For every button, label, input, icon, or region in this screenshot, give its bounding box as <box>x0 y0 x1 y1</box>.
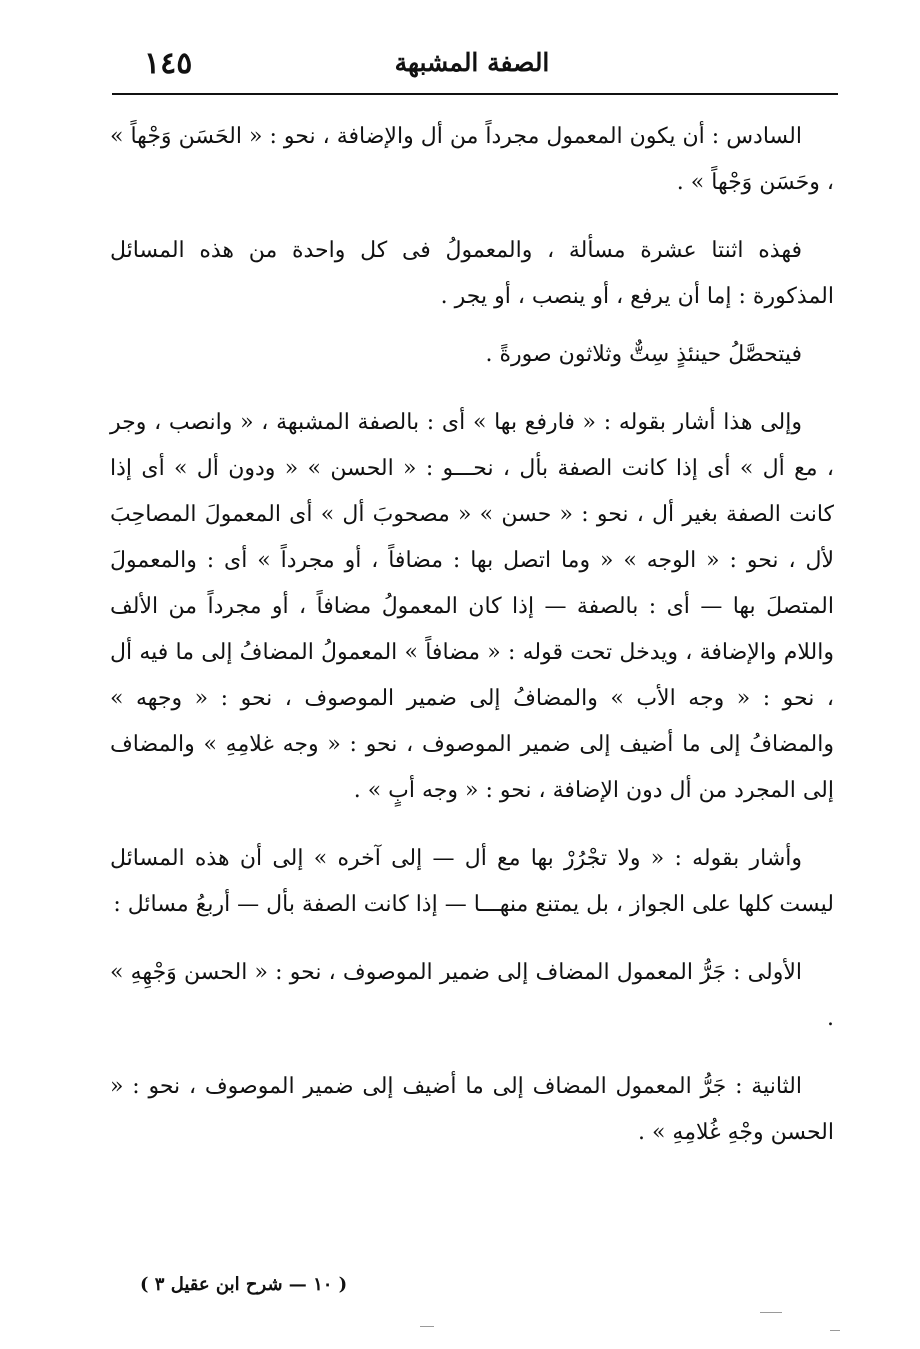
paragraph-second-issue: الثانية : جَرُّ المعمول المضاف إلى ما أضيف إلى ضمير الموصوف ، نحو : « الحسن وجْهِ غُلامِهِ » . <box>110 1074 834 1145</box>
header-rule <box>112 93 838 95</box>
paragraph-explanation: وإلى هذا أشار بقوله : « فارفع بها » أى : بالصفة المشبهة ، « وانصب ، وجر ، مع أل » أى إذا كانت الصفة بأل ، نحـــو : « الحسن » « ودون أل » أى إذا كانت الصفة بغير أل ، نحو : « حسن » « مصحوبَ أل » أى المعمولَ المصاحِبَ لأل ، نحو : « الوجه » « وما اتصل بها : مضافاً ، أو مجرداً » أى : والمعمولَ المتصلَ بها — أى : بالصفة — إذا كان المعمولُ مضافاً ، أو مجرداً من الألف واللام والإضافة ، ويدخل تحت قوله : « مضافاً » المعمولُ المضافُ إلى ما فيه أل ، نحو : « وجه الأب » والمضافُ إلى ضمير الموصوف ، نحو : « وجهه » والمضافُ إلى ما أضيف إلى ضمير الموصوف ، نحو : « وجه غلامِهِ » والمضاف إلى المجرد من أل دون الإضافة ، نحو : « وجه أبٍ » . <box>110 410 834 803</box>
printer-signature: ( ١٠ — شرح ابن عقيل ٣ ) <box>140 1274 348 1295</box>
scan-artifact <box>760 1312 782 1313</box>
running-title: الصفة المشبهة <box>394 48 550 77</box>
paragraph-restriction: وأشار بقوله : « ولا تجْرُرْ بها مع أل — إلى آخره » إلى أن هذه المسائل ليست كلها على الجواز ، بل يمتنع منهـــا — إذا كانت الصفة بأل — أربعُ مسائل : <box>110 846 834 917</box>
paragraph-sixth-case: السادس : أن يكون المعمول مجرداً من أل والإضافة ، نحو : « الحَسَن وَجْهاً » ، وحَسَن وَجْهاً » . <box>110 124 834 195</box>
body-text <box>110 114 834 1178</box>
paragraph-thirty-six-forms: فيتحصَّلُ حينئذٍ سِتٌّ وثلاثون صورةً . <box>485 342 802 367</box>
scan-artifact <box>830 1330 840 1331</box>
scan-artifact <box>420 1326 434 1327</box>
paragraph-twelve-issues: فهذه اثنتا عشرة مسألة ، والمعمولُ فى كل واحدة من هذه المسائل المذكورة : إما أن يرفع ، أو ينصب ، أو يجر . <box>110 238 834 309</box>
page-number: ١٤٥ <box>144 46 193 81</box>
paragraph-first-issue: الأولى : جَرُّ المعمول المضاف إلى ضمير الموصوف ، نحو : « الحسن وَجْهِهِ » . <box>110 960 834 1031</box>
page-header <box>112 40 832 92</box>
